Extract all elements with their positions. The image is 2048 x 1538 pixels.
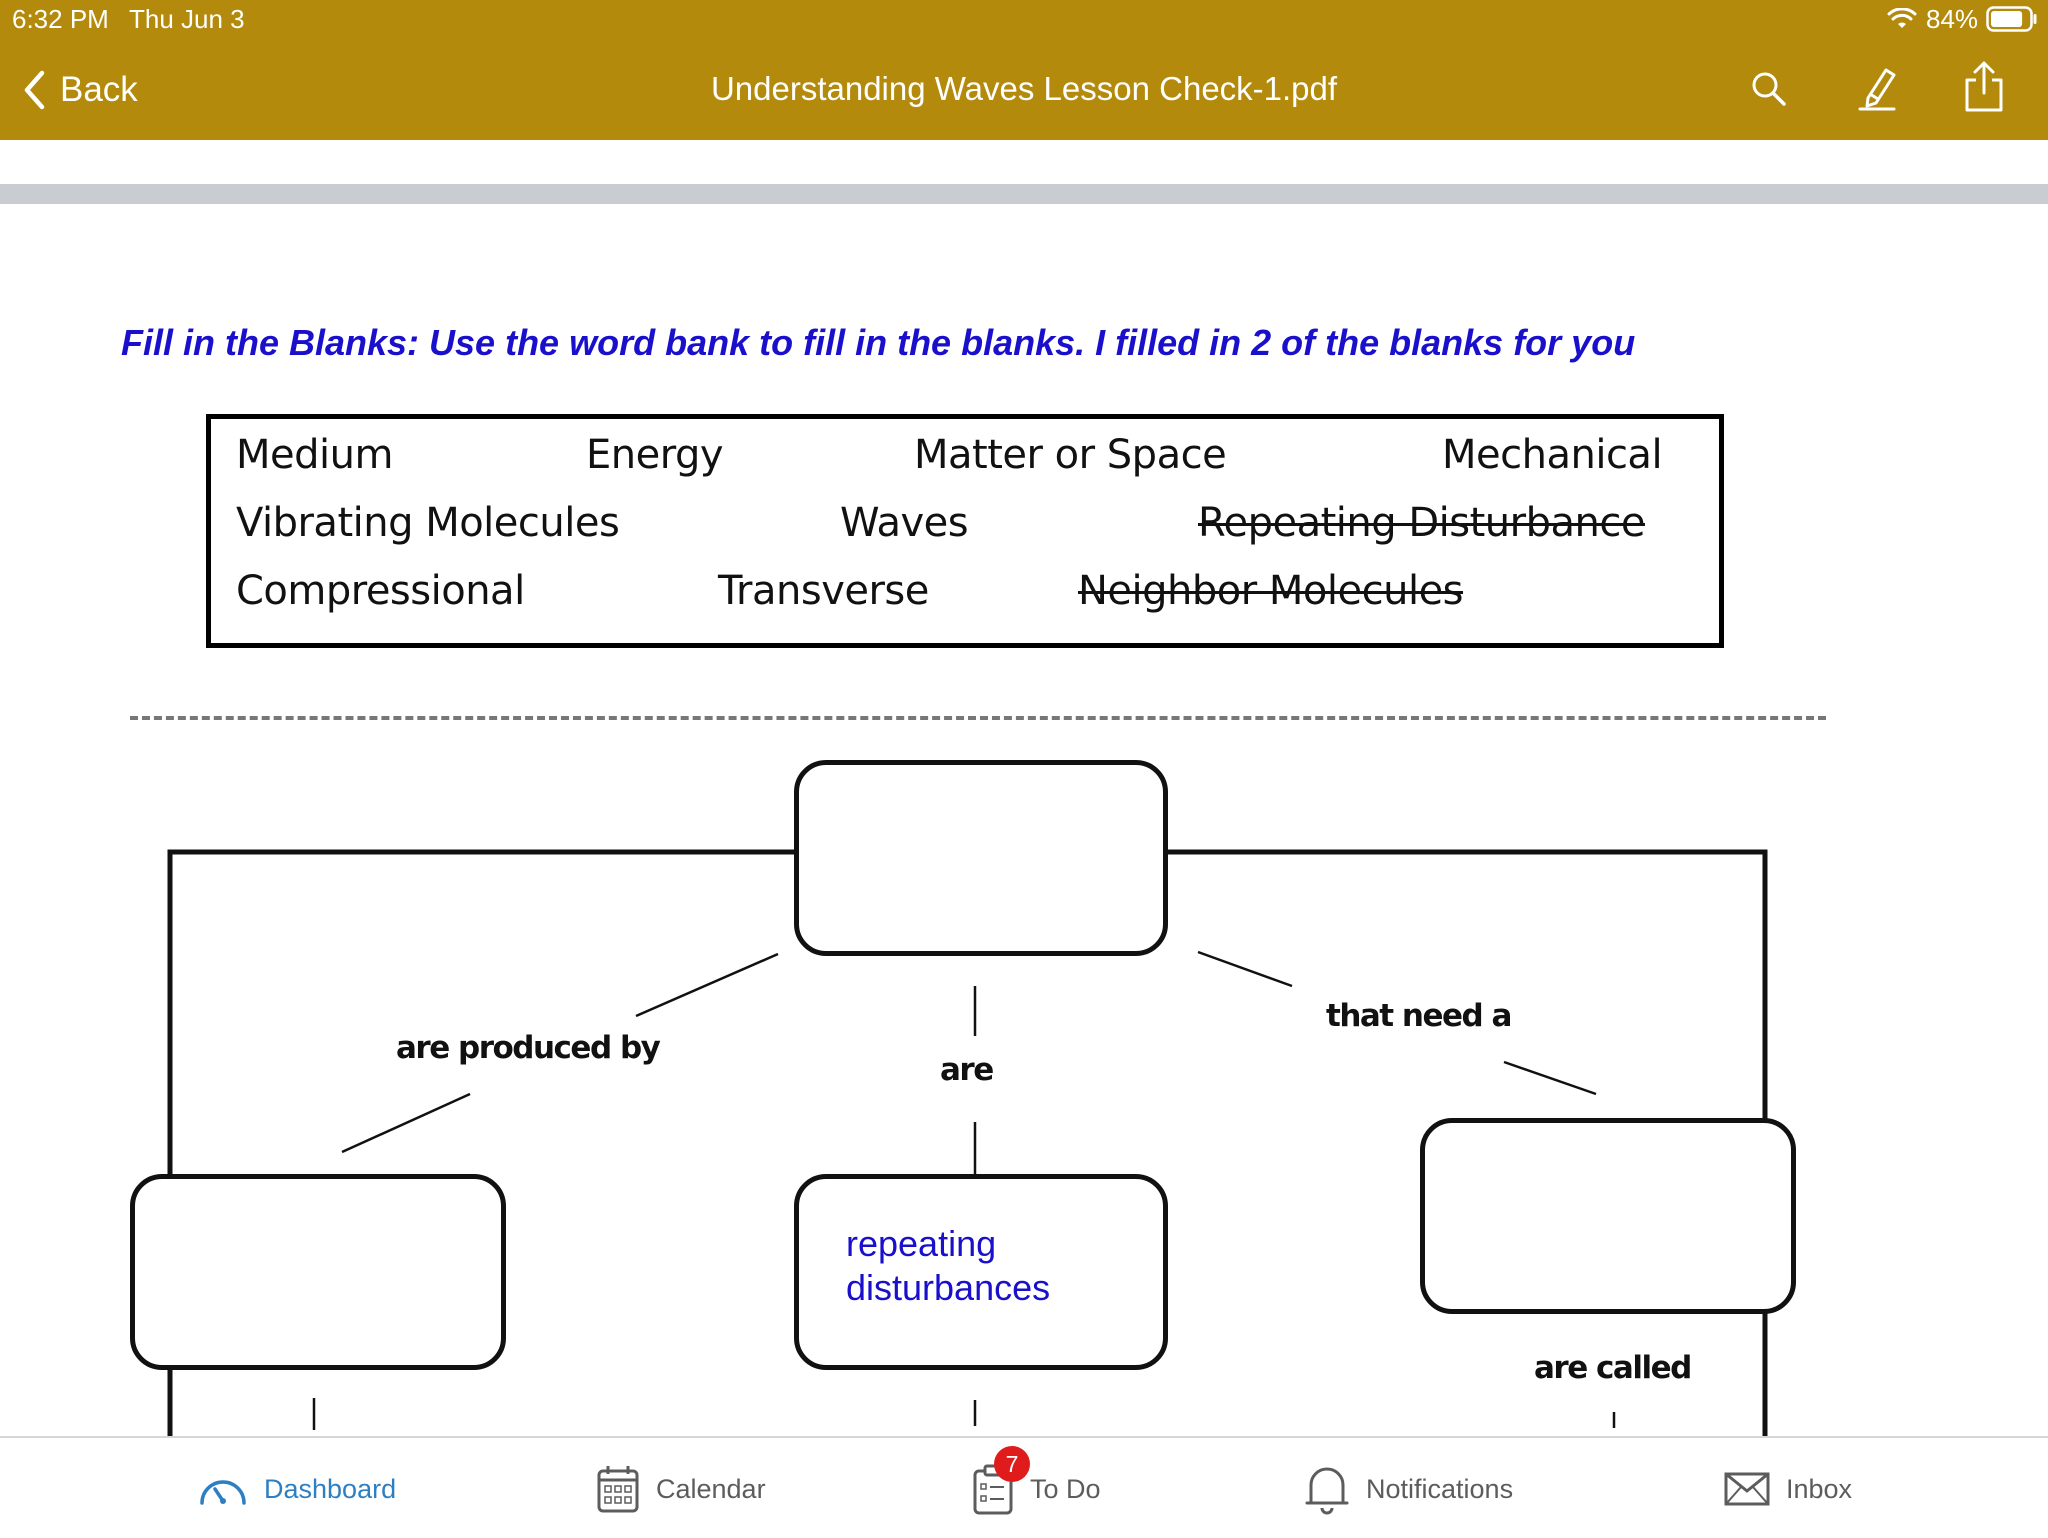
battery-percent: 84% (1926, 4, 1979, 34)
status-time: 6:32 PM (12, 4, 109, 34)
word-transverse: Transverse (718, 568, 929, 614)
tab-calendar[interactable] (596, 1464, 766, 1514)
bell-icon (1304, 1463, 1350, 1515)
tab-calendar-label: Calendar (656, 1473, 766, 1504)
calendar-icon (596, 1464, 640, 1514)
back-label: Back (60, 70, 138, 109)
word-energy: Energy (586, 432, 724, 478)
dashboard-gauge-icon (198, 1469, 248, 1509)
status-date: Thu Jun 3 (129, 4, 245, 34)
word-matter-or-space: Matter or Space (914, 432, 1227, 478)
tab-todo-label: To Do (1030, 1473, 1101, 1504)
word-vibrating-molecules: Vibrating Molecules (236, 500, 620, 546)
word-repeating-disturbance: Repeating Disturbance (1198, 500, 1645, 546)
concept-box-left-blank (130, 1174, 506, 1370)
todo-count-badge: 7 (994, 1446, 1030, 1482)
word-medium: Medium (236, 432, 393, 478)
tab-notifications-label: Notifications (1366, 1473, 1514, 1504)
tab-notifications[interactable] (1304, 1464, 1513, 1514)
tab-todo[interactable] (972, 1464, 1101, 1514)
link-label-produced-by: are produced by (396, 1030, 660, 1066)
document-title: Understanding Waves Lesson Check-1.pdf (710, 70, 1338, 107)
word-neighbor-molecules: Neighbor Molecules (1078, 568, 1464, 614)
word-waves: Waves (840, 500, 969, 546)
concept-box-right-blank (1420, 1118, 1796, 1314)
word-compressional: Compressional (236, 568, 525, 614)
tab-inbox-label: Inbox (1786, 1473, 1853, 1504)
link-label-are: are (940, 1052, 993, 1088)
link-label-need-a: that need a (1326, 998, 1511, 1034)
concept-box-top-blank (794, 760, 1168, 956)
tab-dashboard[interactable] (198, 1464, 396, 1514)
tab-inbox[interactable] (1724, 1464, 1852, 1514)
link-label-called: are called (1534, 1350, 1691, 1386)
tab-dashboard-label: Dashboard (264, 1473, 397, 1504)
instructions-text: Fill in the Blanks: Use the word bank to fill in the blanks. I filled in 2 of the blanks for you (121, 322, 1636, 363)
envelope-icon (1724, 1472, 1770, 1506)
filled-answer-text: repeating disturbances (846, 1223, 1051, 1308)
word-mechanical: Mechanical (1442, 432, 1663, 478)
